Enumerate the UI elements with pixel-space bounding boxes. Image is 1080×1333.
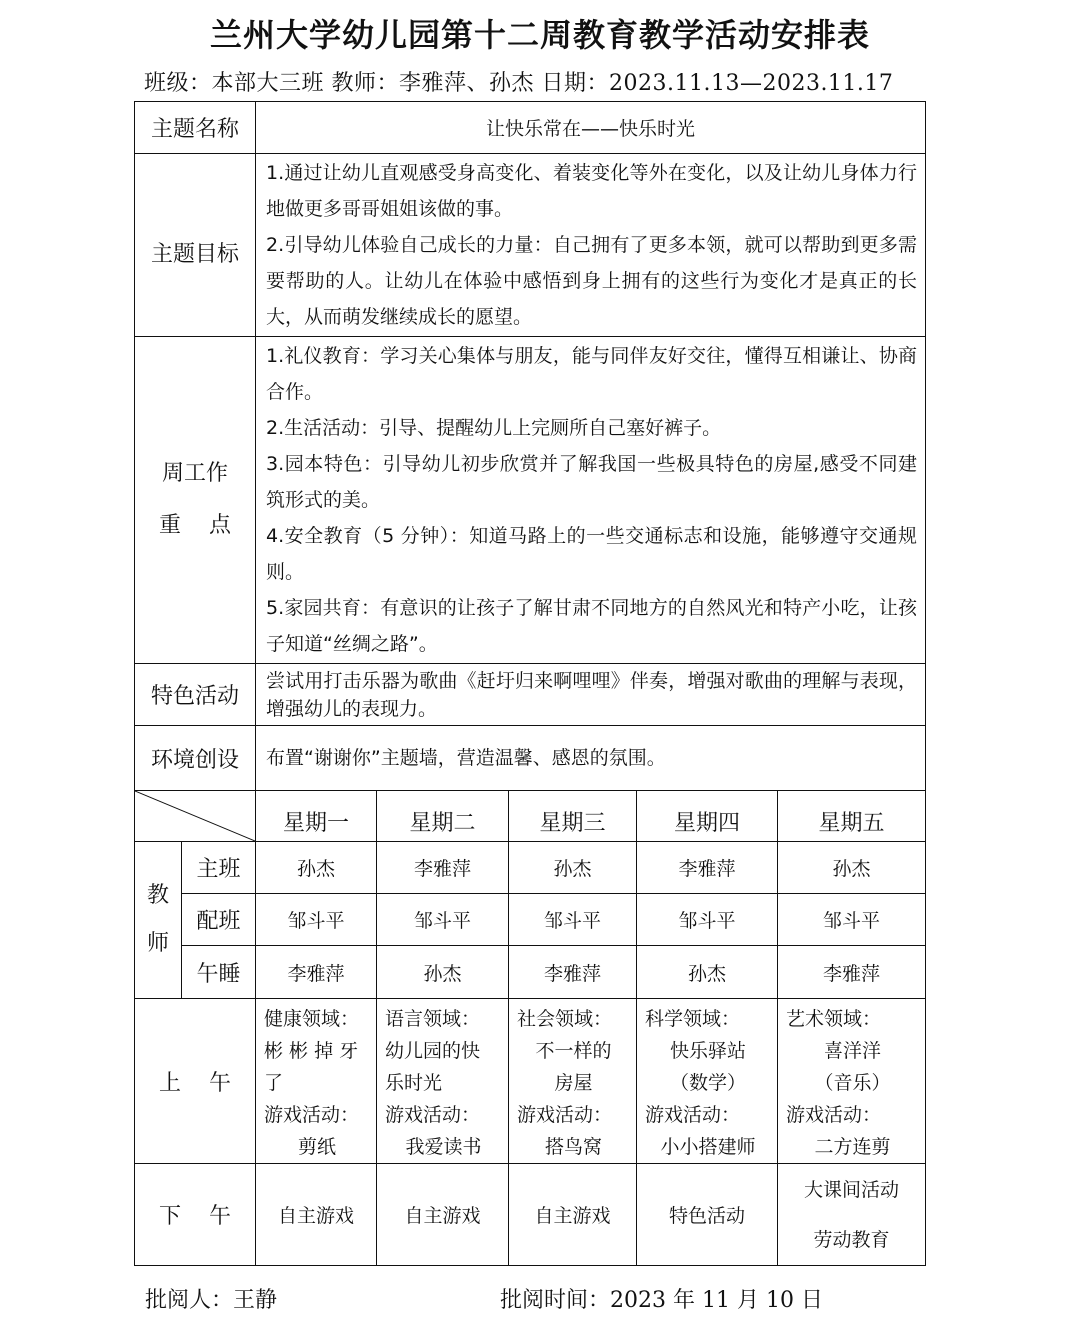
morning-line: 搭鸟窝 xyxy=(545,1136,603,1158)
afternoon-cell: 自主游戏 xyxy=(256,1164,377,1266)
afternoon-cell: 自主游戏 xyxy=(509,1164,637,1266)
afternoon-cell: 自主游戏 xyxy=(377,1164,509,1266)
teacher-name: 李雅萍 xyxy=(377,842,509,894)
morning-label: 上 午 xyxy=(135,999,256,1164)
morning-line: 彬 彬 掉 牙 xyxy=(264,1040,359,1062)
morning-line: 小小搭建师 xyxy=(660,1136,756,1158)
weekly-focus-text xyxy=(256,337,926,664)
focus-item: 4.安全教育（5 分钟）：知道马路上的一些交通标志和设施，能够遵守交通规则。 xyxy=(266,525,918,583)
days-header-row xyxy=(135,791,926,842)
morning-row xyxy=(135,999,926,1164)
morning-line: 语言领域： xyxy=(385,1008,481,1030)
special-activity-label: 特色活动 xyxy=(135,664,256,726)
teacher-name: 李雅萍 xyxy=(637,842,778,894)
morning-line: 房屋 xyxy=(554,1072,593,1094)
review-time: 批阅时间：2023 年 11 月 10 日 xyxy=(500,1288,823,1313)
afternoon-cell: 特色活动 xyxy=(637,1164,778,1266)
morning-line: 二方连剪 xyxy=(814,1136,891,1158)
day-header: 星期一 xyxy=(256,791,377,842)
teacher-name: 李雅萍 xyxy=(778,946,926,999)
environment-row xyxy=(135,726,926,791)
teacher-role: 主班 xyxy=(182,842,256,894)
teacher-role: 配班 xyxy=(182,894,256,946)
teacher-name: 邹斗平 xyxy=(377,894,509,946)
goals-text xyxy=(256,154,926,337)
morning-line: 了 xyxy=(264,1072,284,1094)
morning-line: 游戏活动： xyxy=(517,1104,613,1126)
morning-line: 不一样的 xyxy=(535,1040,612,1062)
morning-line: 艺术领域： xyxy=(786,1008,882,1030)
day-header: 星期三 xyxy=(509,791,637,842)
teacher-row-main xyxy=(135,842,926,894)
morning-line: 游戏活动： xyxy=(645,1104,741,1126)
morning-line: （音乐） xyxy=(814,1072,891,1094)
teacher-name: 孙杰 xyxy=(377,946,509,999)
focus-item: 1.礼仪教育：学习关心集体与朋友，能与同伴友好交往，懂得互相谦让、协商合作。 xyxy=(266,345,918,403)
morning-line: 快乐驿站 xyxy=(670,1040,747,1062)
morning-line: 乐时光 xyxy=(385,1072,443,1094)
morning-line: 我爱读书 xyxy=(405,1136,482,1158)
goals-row xyxy=(135,154,926,337)
morning-line: 剪纸 xyxy=(298,1136,337,1158)
teacher-name: 邹斗平 xyxy=(778,894,926,946)
class-info-line: 班级：本部大三班 教师：李雅萍、孙杰 日期：2023.11.13—2023.11.17 xyxy=(144,71,894,96)
afternoon-row xyxy=(135,1164,926,1266)
teacher-name: 孙杰 xyxy=(509,842,637,894)
page-title: 兰州大学幼儿园第十二周教育教学活动安排表 xyxy=(209,16,870,54)
reviewer: 批阅人：王静 xyxy=(145,1288,278,1313)
teacher-name: 孙杰 xyxy=(778,842,926,894)
morning-line: （数学） xyxy=(670,1072,747,1094)
diagonal-header-cell xyxy=(135,791,256,842)
environment-label: 环境创设 xyxy=(135,726,256,791)
morning-cell-wed xyxy=(509,999,637,1164)
focus-item: 3.园本特色：引导幼儿初步欣赏并了解我国一些极具特色的房屋,感受不同建筑形式的美。 xyxy=(266,453,918,511)
theme-label: 主题名称 xyxy=(135,102,256,154)
teacher-name: 李雅萍 xyxy=(256,946,377,999)
teacher-name: 邹斗平 xyxy=(256,894,377,946)
special-activity-row xyxy=(135,664,926,726)
teacher-group-label-1: 教 xyxy=(146,883,169,908)
morning-cell-fri xyxy=(778,999,926,1164)
special-activity-text: 尝试用打击乐器为歌曲《赶圩归来啊哩哩》伴奏，增强对歌曲的理解与表现，增强幼儿的表现力。 xyxy=(256,664,926,726)
morning-line: 社会领域： xyxy=(517,1008,613,1030)
morning-cell-thu xyxy=(637,999,778,1164)
weekly-focus-label-line1: 周工作 xyxy=(162,461,229,486)
afternoon-fri-line2: 劳动教育 xyxy=(813,1228,890,1251)
goal-item: 1.通过让幼儿直观感受身高变化、着装变化等外在变化，以及让幼儿身体力行地做更多哥哥姐姐该做的事。 xyxy=(266,162,918,220)
teacher-name: 李雅萍 xyxy=(509,946,637,999)
weekly-focus-label-line2: 重 点 xyxy=(159,513,231,538)
weekly-focus-label xyxy=(135,337,256,664)
teacher-name: 邹斗平 xyxy=(637,894,778,946)
theme-row xyxy=(135,102,926,154)
morning-line: 科学领域： xyxy=(645,1008,741,1030)
teacher-name: 孙杰 xyxy=(637,946,778,999)
diagonal-line xyxy=(135,791,255,841)
day-header: 星期五 xyxy=(778,791,926,842)
teacher-group-label-2: 师 xyxy=(146,931,169,956)
morning-line: 游戏活动： xyxy=(264,1104,360,1126)
afternoon-label: 下 午 xyxy=(135,1164,256,1266)
day-header: 星期四 xyxy=(637,791,778,842)
day-header: 星期二 xyxy=(377,791,509,842)
teacher-row-nap xyxy=(135,946,926,999)
focus-item: 5.家园共育：有意识的让孩子了解甘肃不同地方的自然风光和特产小吃，让孩子知道“丝绸之路”。 xyxy=(266,597,918,655)
focus-item: 2.生活活动：引导、提醒幼儿上完厕所自己塞好裤子。 xyxy=(266,417,722,439)
morning-line: 幼儿园的快 xyxy=(385,1040,481,1062)
morning-cell-tue xyxy=(377,999,509,1164)
environment-text: 布置“谢谢你”主题墙，营造温馨、感恩的氛围。 xyxy=(256,726,926,791)
morning-line: 健康领域： xyxy=(264,1008,360,1030)
teacher-name: 邹斗平 xyxy=(509,894,637,946)
goal-item: 2.引导幼儿体验自己成长的力量：自己拥有了更多本领，就可以帮助到更多需要帮助的人。让幼儿在体验中感悟到身上拥有的这些行为变化才是真正的长大，从而萌发继续成长的愿望。 xyxy=(266,234,918,328)
morning-line: 游戏活动： xyxy=(786,1104,882,1126)
schedule-table xyxy=(134,101,926,1266)
afternoon-cell-fri xyxy=(778,1164,926,1266)
teacher-name: 孙杰 xyxy=(256,842,377,894)
weekly-focus-row xyxy=(135,337,926,664)
teacher-group-label xyxy=(135,842,182,999)
morning-line: 游戏活动： xyxy=(385,1104,481,1126)
goals-label: 主题目标 xyxy=(135,154,256,337)
afternoon-fri-line1: 大课间活动 xyxy=(804,1178,900,1201)
teacher-row-assist xyxy=(135,894,926,946)
morning-line: 喜洋洋 xyxy=(824,1040,882,1062)
teacher-role: 午睡 xyxy=(182,946,256,999)
theme-value: 让快乐常在——快乐时光 xyxy=(256,102,926,154)
morning-cell-mon xyxy=(256,999,377,1164)
